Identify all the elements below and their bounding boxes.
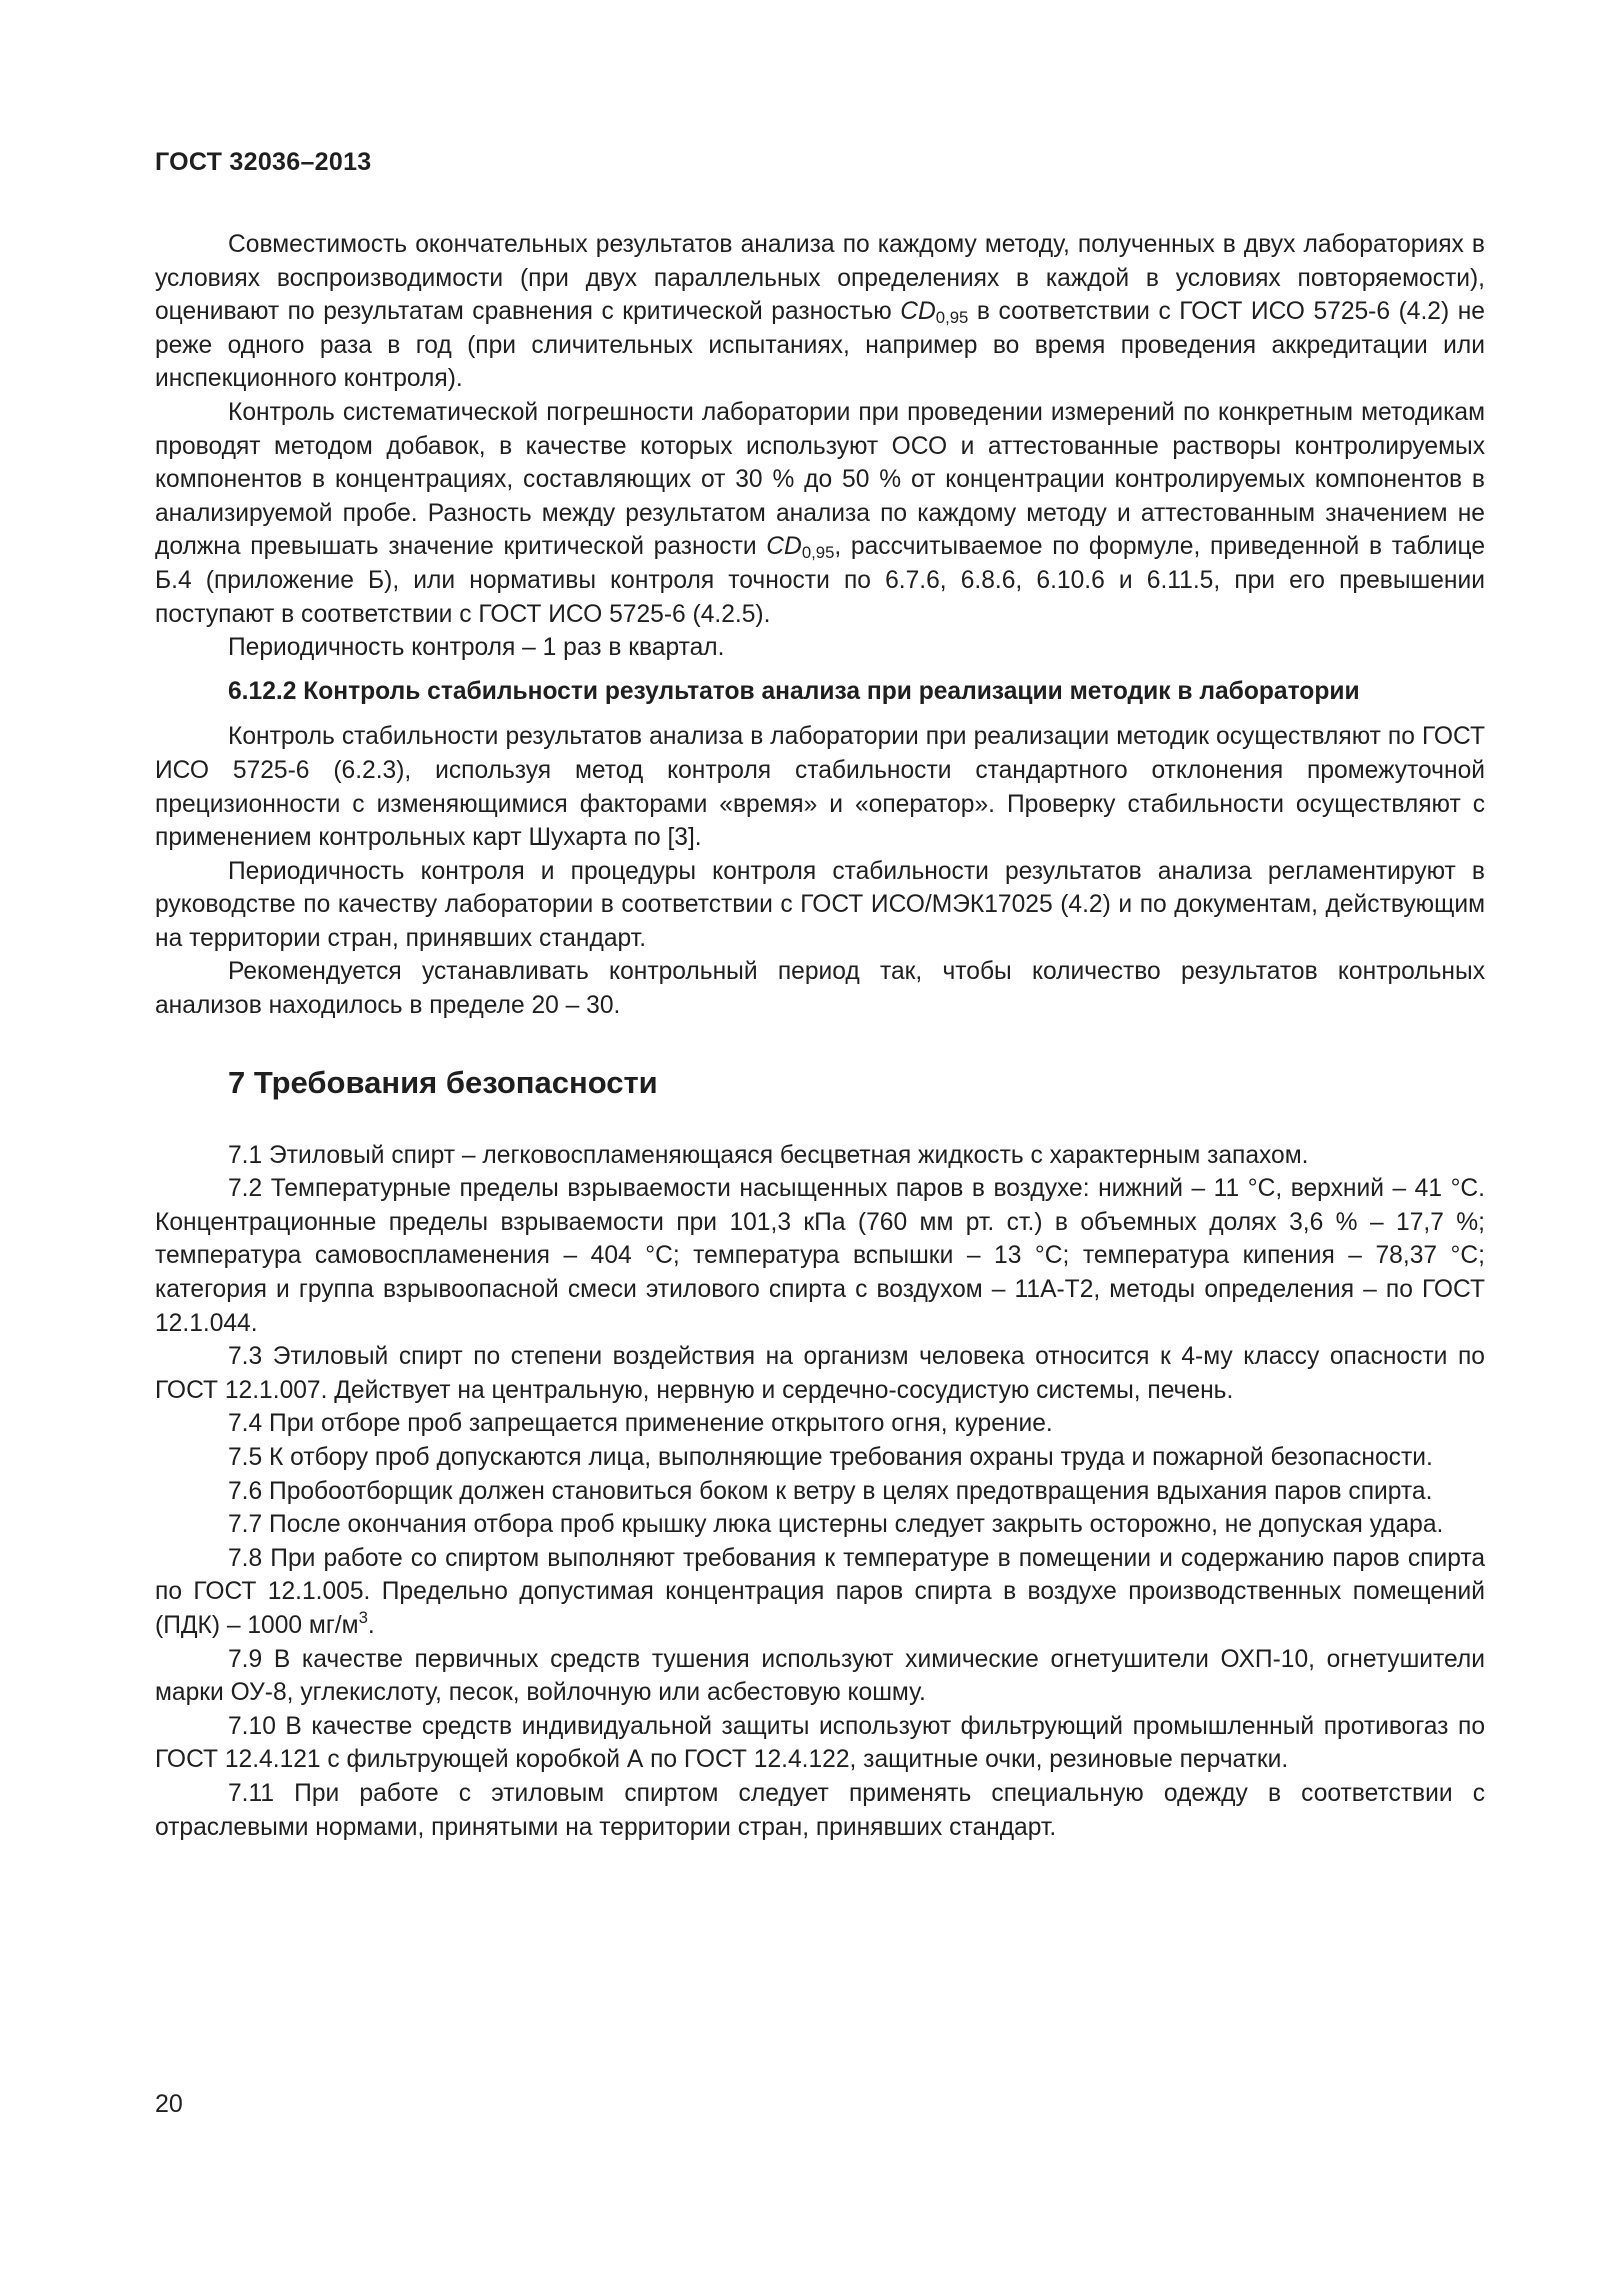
clause-7-2: 7.2 Температурные пределы взрываемости насыщенных паров в воздухе: нижний – 11 °С, верхний – 41 °С. Концентрационные пределы взрываемости при 101,3 кПа (760 мм рт. ст.) в объемных долях 3,6 % – 17,7 %; температура самовоспламенения – 404 °С; температура вспышки – 13 °С; температура кипения – 78,37 °С; категория и группа взрывоопасной смеси этилового спирта с воздухом – 11А-Т2, методы определения – по ГОСТ 12.1.044. (155, 1175, 1485, 1337)
clause-7-11: 7.11 При работе с этиловым спиртом следует применять специальную одежду в соответствии с отраслевыми нормами, принятыми на территории стран, принявших стандарт. (155, 1779, 1485, 1841)
clause-7-9: 7.9 В качестве первичных средств тушения используют химические огнетушители ОХП-10, огнетушители марки ОУ-8, углекислоту, песок, войлочную или асбестовую кошму. (155, 1645, 1485, 1707)
subscript: 0,95 (935, 308, 969, 328)
page-number: 20 (155, 2090, 183, 2118)
text-run: Контроль систематической погрешности лаборатории при проведении измерений по конкретным методикам проводят методом добавок, в качестве которых используют ОСО и аттестованные растворы контролируемых компонентов в концентрациях, составляющих от 30 % до 50 % от концентрации контролируемых компонентов в анализируемой пробе. Разность между результатом анализа по каждому методу и аттестованным значением не должна превышать значение критической разности (155, 398, 1485, 561)
text-run: в соответствии с ГОСТ ИСО 5725-6 (4.2) не реже одного раза в год (при сличительных испытаниях, например во время проведения аккредитации или инспекционного контроля). (155, 298, 1485, 393)
symbol-cd: CD (900, 298, 936, 326)
symbol-cd: CD (766, 533, 802, 561)
clause-7-5: 7.5 К отбору проб допускаются лица, выполняющие требования охраны труда и пожарной безопасности. (228, 1444, 1433, 1471)
paragraph-reproducibility (155, 228, 1485, 396)
clause-7-1: 7.1 Этиловый спирт – легковоспламеняющаяся бесцветная жидкость с характерным запахом. (228, 1141, 1309, 1169)
paragraph-stability-procedures: Периодичность контроля и процедуры контроля стабильности результатов анализа регламентируют в руководстве по качеству лаборатории в соответствии с ГОСТ ИСО/МЭК17025 (4.2) и по документам, действующим на территории стран, принявших стандарт. (155, 857, 1485, 952)
clause-7-4: 7.4 При отборе проб запрещается применение открытого огня, курение. (228, 1410, 1053, 1438)
text-run: 7.8 При работе со спиртом выполняют требования к температуре в помещении и содержанию паров спирта по ГОСТ 12.1.005. Предельно допустимая концентрация паров спирта в воздухе производственных помещений (ПДК) – 1000 мг/м (155, 1544, 1485, 1639)
paragraph-systematic-error (155, 396, 1485, 631)
clause-7-6: 7.6 Пробоотборщик должен становиться боком к ветру в целях предотвращения вдыхания паров спирта. (228, 1477, 1433, 1505)
subscript: 0,95 (801, 543, 835, 563)
subsection-heading-6-12-2: 6.12.2 Контроль стабильности результатов анализа при реализации методик в лаборатории (228, 677, 1360, 705)
text-run: Совместимость окончательных результатов анализа по каждому методу, полученных в двух лабораториях в условиях воспроизводимости (при двух параллельных определениях в каждой в условиях повторяемости), оценивают по результатам сравнения с критической разностью (155, 231, 1485, 326)
section-heading-7: 7 Требования безопасности (228, 1064, 658, 1100)
paragraph-stability-control: Контроль стабильности результатов анализа в лаборатории при реализации методик осуществляют по ГОСТ ИСО 5725-6 (6.2.3), используя метод контроля стабильности стандартного отклонения промежуточной прецизионности с изменяющимися факторами «время» и «оператор». Проверку стабильности осуществляют с применением контрольных карт Шухарта по [3]. (155, 723, 1485, 852)
document-body (155, 228, 1485, 1844)
text-run: . (367, 1611, 375, 1639)
clause-7-10: 7.10 В качестве средств индивидуальной защиты используют фильтрующий промышленный противогаз по ГОСТ 12.4.121 с фильтрующей коробкой А по ГОСТ 12.4.122, защитные очки, резиновые перчатки. (155, 1712, 1485, 1774)
paragraph-control-period: Рекомендуется устанавливать контрольный период так, чтобы количество результатов контрольных анализов находилось в пределе 20 – 30. (155, 958, 1485, 1020)
text-run: , рассчитываемое по формуле, приведенной в таблице Б.4 (приложение Б), или нормативы контроля точности по 6.7.6, 6.8.6, 6.10.6 и 6.11.5, при его превышении поступают в соответствии с ГОСТ ИСО 5725-6 (4.2.5). (155, 533, 1485, 628)
paragraph-control-frequency: Периодичность контроля – 1 раз в квартал. (228, 634, 725, 662)
clause-7-8 (155, 1542, 1485, 1643)
superscript: 3 (358, 1607, 368, 1627)
clause-7-7: 7.7 После окончания отбора проб крышку люка цистерны следует закрыть осторожно, не допуская удара. (228, 1511, 1444, 1539)
document-code-header: ГОСТ 32036–2013 (155, 148, 372, 176)
clause-7-3: 7.3 Этиловый спирт по степени воздействия на организм человека относится к 4-му классу опасности по ГОСТ 12.1.007. Действует на центральную, нервную и сердечно-сосудистую системы, печень. (155, 1343, 1485, 1404)
